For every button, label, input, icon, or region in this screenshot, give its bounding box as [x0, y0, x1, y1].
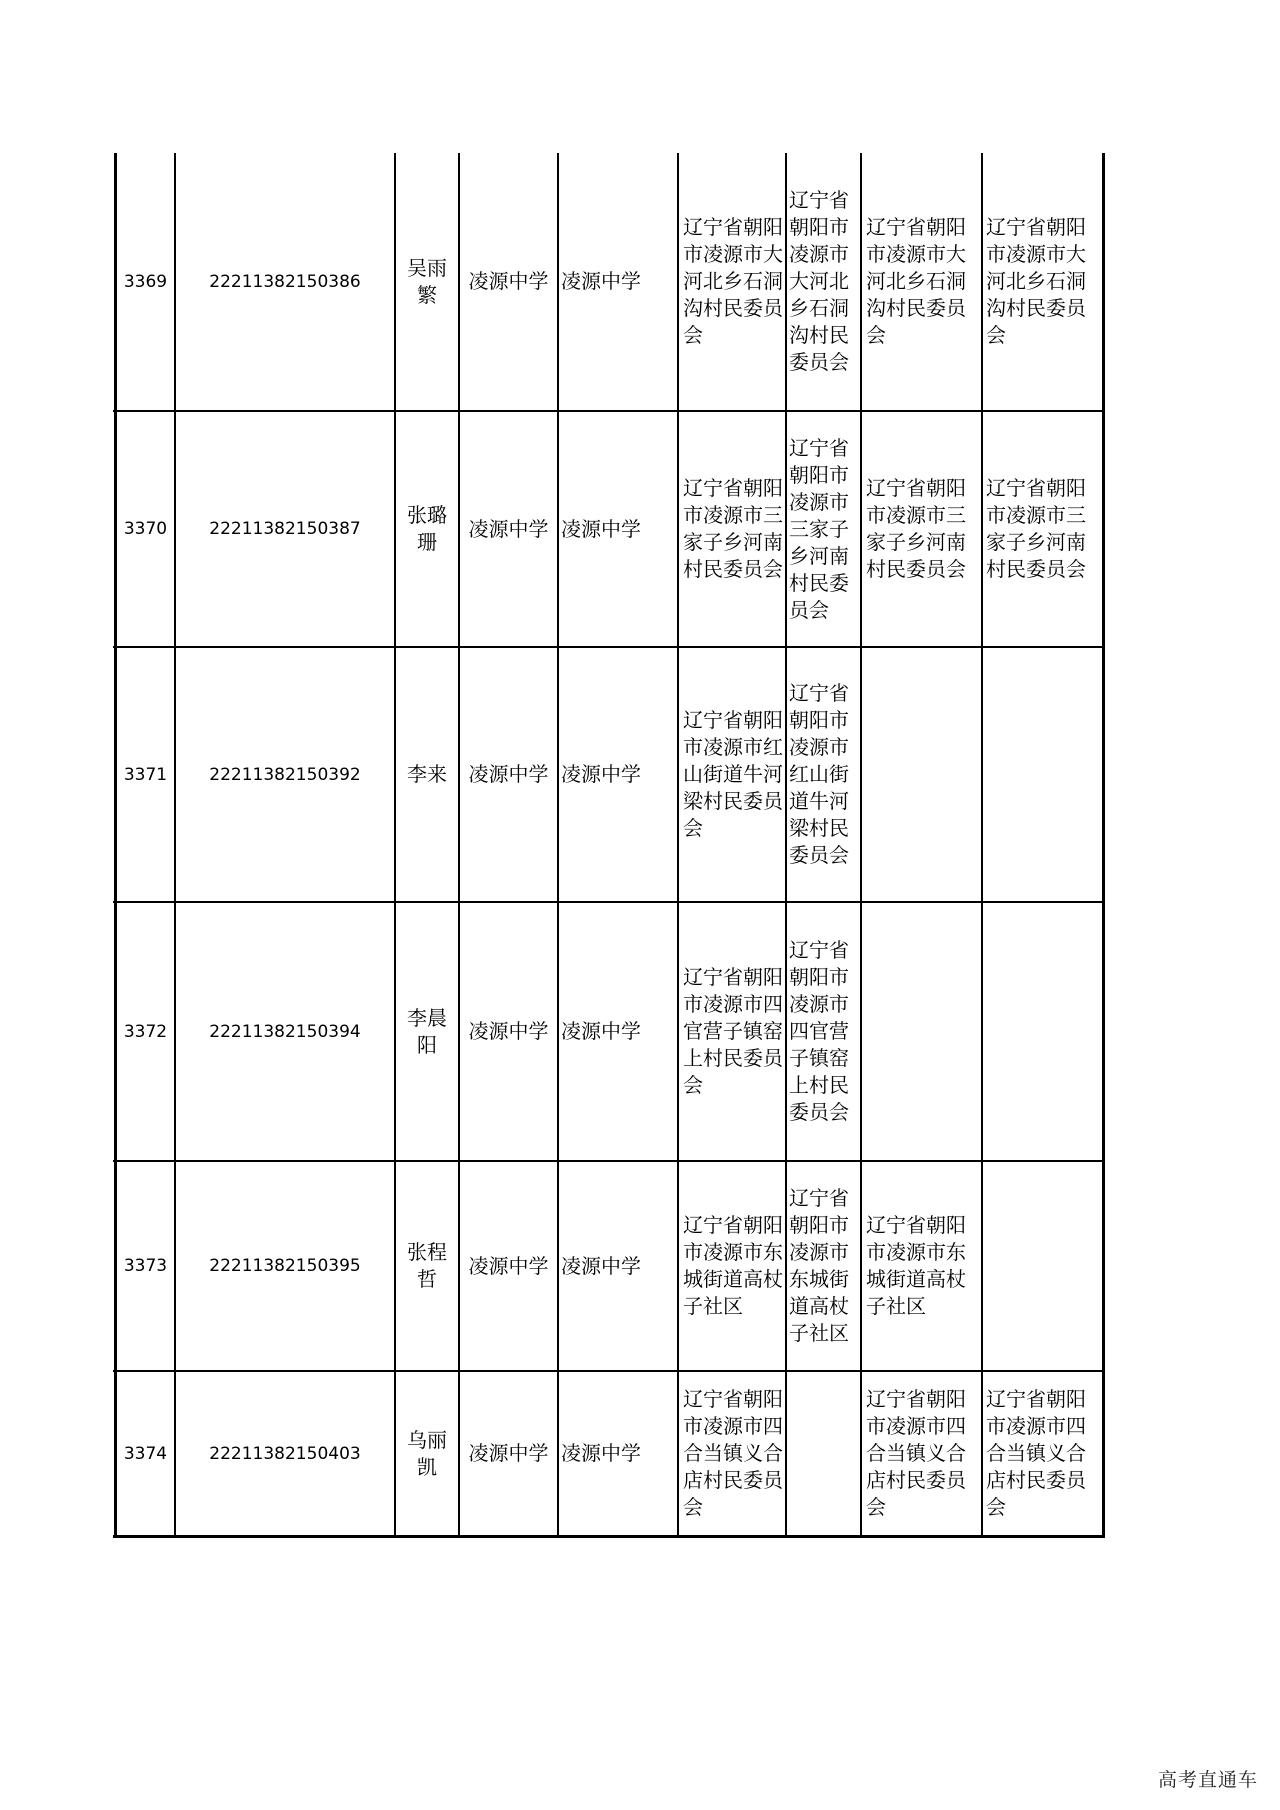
registration-school: 凌源中学 [561, 1019, 641, 1043]
household-address-3 [866, 903, 979, 1160]
registration-school: 凌源中学 [561, 516, 641, 541]
student-name: 张璐珊 [407, 503, 447, 554]
watermark-text: 高考直通车 [1157, 1769, 1258, 1791]
household-address-2: 辽宁省朝阳市凌源市红山街道牛河梁村民委员会 [789, 681, 849, 867]
household-address-4 [986, 1162, 1100, 1370]
column-divider [785, 153, 787, 1538]
column-divider [981, 153, 983, 1538]
student-name: 吴雨繁 [407, 255, 447, 307]
table-border-bottom [113, 1535, 1105, 1538]
exam-id: 22211382150403 [209, 1443, 361, 1464]
household-address-2: 辽宁省朝阳市凌源市大河北乡石洞沟村民委员会 [789, 188, 849, 374]
exam-id: 22211382150395 [209, 1256, 361, 1276]
household-address-1: 辽宁省朝阳市凌源市大河北乡石洞沟村民委员会 [683, 215, 783, 347]
row-number: 3371 [123, 764, 168, 785]
household-address-1: 辽宁省朝阳市凌源市红山街道牛河梁村民委员会 [683, 708, 783, 840]
row-number: 3370 [123, 519, 168, 539]
row-number: 3373 [123, 1256, 168, 1276]
column-divider [394, 153, 396, 1538]
exam-id: 22211382150387 [209, 519, 361, 539]
household-address-2 [789, 1372, 858, 1535]
column-divider [860, 153, 862, 1538]
column-divider [557, 153, 559, 1538]
household-address-1: 辽宁省朝阳市凌源市东城街道高杖子社区 [683, 1213, 783, 1318]
graduation-school: 凌源中学 [468, 762, 549, 786]
household-address-1: 辽宁省朝阳市凌源市四合当镇义合店村民委员会 [683, 1387, 783, 1519]
household-address-4 [986, 648, 1100, 901]
exam-id: 22211382150386 [209, 271, 361, 292]
graduation-school: 凌源中学 [468, 1253, 549, 1278]
row-number: 3372 [123, 1021, 168, 1042]
registration-school: 凌源中学 [561, 762, 641, 786]
household-address-3 [866, 648, 979, 901]
row-number: 3369 [123, 271, 168, 292]
household-address-1: 辽宁省朝阳市凌源市四官营子镇窑上村民委员会 [683, 965, 783, 1097]
household-address-4: 辽宁省朝阳市凌源市四合当镇义合店村民委员会 [986, 1387, 1086, 1519]
household-address-1: 辽宁省朝阳市凌源市三家子乡河南村民委员会 [683, 476, 783, 581]
household-address-3: 辽宁省朝阳市凌源市东城街道高杖子社区 [866, 1213, 966, 1318]
household-address-2: 辽宁省朝阳市凌源市东城街道高杖子社区 [789, 1186, 849, 1345]
registration-school: 凌源中学 [561, 1441, 641, 1465]
household-address-4: 辽宁省朝阳市凌源市大河北乡石洞沟村民委员会 [986, 215, 1086, 347]
exam-id: 22211382150394 [209, 1021, 361, 1042]
household-address-3: 辽宁省朝阳市凌源市三家子乡河南村民委员会 [866, 476, 966, 581]
student-name: 乌丽凯 [407, 1427, 447, 1479]
student-name: 张程哲 [407, 1240, 447, 1291]
household-address-3: 辽宁省朝阳市凌源市四合当镇义合店村民委员会 [866, 1387, 966, 1519]
graduation-school: 凌源中学 [468, 1019, 549, 1043]
graduation-school: 凌源中学 [468, 516, 549, 541]
household-address-2: 辽宁省朝阳市凌源市三家子乡河南村民委员会 [789, 435, 849, 622]
registration-school: 凌源中学 [561, 1253, 641, 1278]
row-number: 3374 [123, 1443, 168, 1464]
graduation-school: 凌源中学 [468, 1441, 549, 1465]
column-divider [458, 153, 460, 1538]
student-name: 李晨阳 [407, 1005, 447, 1057]
registration-school: 凌源中学 [561, 269, 641, 293]
table-border-right [1102, 153, 1105, 1538]
student-name: 李来 [407, 762, 447, 786]
household-address-2: 辽宁省朝阳市凌源市四官营子镇窑上村民委员会 [789, 938, 849, 1124]
household-address-4: 辽宁省朝阳市凌源市三家子乡河南村民委员会 [986, 476, 1086, 581]
graduation-school: 凌源中学 [468, 269, 549, 293]
exam-id: 22211382150392 [209, 764, 361, 785]
household-address-4 [986, 903, 1100, 1160]
household-address-3: 辽宁省朝阳市凌源市大河北乡石洞沟村民委员会 [866, 215, 966, 347]
column-divider [677, 153, 679, 1538]
